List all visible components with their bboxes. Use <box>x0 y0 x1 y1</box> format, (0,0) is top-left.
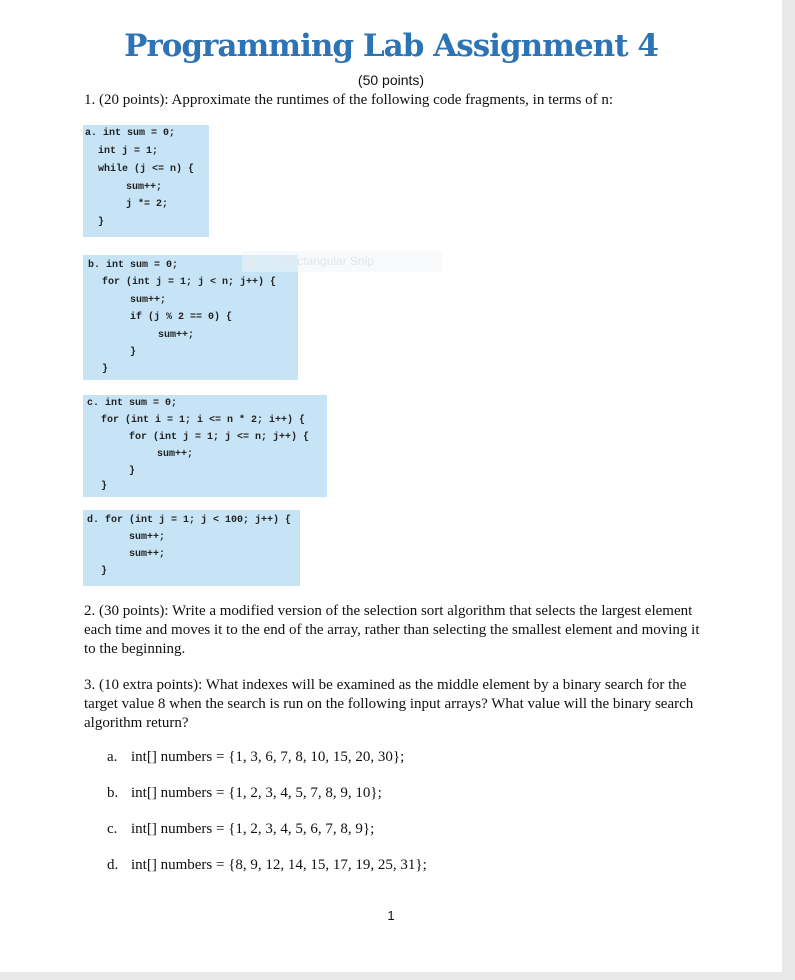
array-letter: b. <box>107 785 119 801</box>
rectangular-snip-overlay <box>242 251 442 272</box>
question-1-text: 1. (20 points): Approximate the runtimes of the following code fragments, in terms of n: <box>84 92 614 108</box>
question-3-text: 3. (10 extra points): What indexes will be examined as the middle element by a binary search for the target value 8 when the search is run on the following input arrays? What value will the binary search algorithm return? <box>84 677 694 731</box>
code-line: int j = 1; <box>98 146 159 157</box>
total-points: (50 points) <box>357 72 425 88</box>
code-line: sum++; <box>158 330 195 341</box>
code-line: } <box>129 466 136 477</box>
code-line: d. for (int j = 1; j < 100; j++) { <box>87 515 292 526</box>
code-line: while (j <= n) { <box>98 164 195 175</box>
code-line: sum++; <box>130 295 167 306</box>
array-code: int[] numbers = {1, 2, 3, 4, 5, 7, 8, 9, 10}; <box>131 785 382 801</box>
code-line: sum++; <box>129 549 166 560</box>
array-letter: a. <box>107 749 118 765</box>
code-line: for (int j = 1; j <= n; j++) { <box>129 432 310 443</box>
code-line: c. int sum = 0; <box>87 398 178 409</box>
code-block-a <box>83 125 209 237</box>
page-title: Programming Lab Assignment 4 <box>124 28 658 64</box>
array-code: int[] numbers = {1, 3, 6, 7, 8, 10, 15, 20, 30}; <box>131 749 405 765</box>
code-block-d <box>83 510 300 586</box>
question-2-text: 2. (30 points): Write a modified version of the selection sort algorithm that selects the largest element each time and moves it to the end of the array, rather than selecting the smallest element and moving it to the beginning. <box>84 603 700 657</box>
code-line: } <box>130 347 137 358</box>
code-line: } <box>101 566 108 577</box>
array-code: int[] numbers = {8, 9, 12, 14, 15, 17, 19, 25, 31}; <box>131 857 427 873</box>
snip-label: Rectangular Snip <box>282 254 375 268</box>
array-letter: d. <box>107 857 119 873</box>
code-line: b. int sum = 0; <box>88 260 179 271</box>
code-line: } <box>101 481 108 492</box>
code-line: for (int i = 1; i <= n * 2; i++) { <box>101 415 306 426</box>
code-line: for (int j = 1; j < n; j++) { <box>102 277 277 288</box>
code-block-b <box>83 255 298 380</box>
snip-icon <box>248 258 255 265</box>
array-item-a <box>107 749 404 766</box>
code-line: sum++; <box>157 449 194 460</box>
code-line: sum++; <box>129 532 166 543</box>
code-line: sum++; <box>126 182 163 193</box>
array-letter: c. <box>107 821 118 837</box>
page-number: 1 <box>387 908 395 923</box>
code-line: j *= 2; <box>126 199 169 210</box>
code-line: if (j % 2 == 0) { <box>130 312 233 323</box>
array-item-d <box>107 857 427 874</box>
code-line: } <box>98 217 105 228</box>
code-block-c <box>83 395 327 497</box>
code-line: } <box>102 364 109 375</box>
code-line: a. int sum = 0; <box>85 128 176 139</box>
array-code: int[] numbers = {1, 2, 3, 4, 5, 6, 7, 8, 9}; <box>131 821 375 837</box>
array-item-c <box>107 821 374 838</box>
array-item-b <box>107 785 382 802</box>
